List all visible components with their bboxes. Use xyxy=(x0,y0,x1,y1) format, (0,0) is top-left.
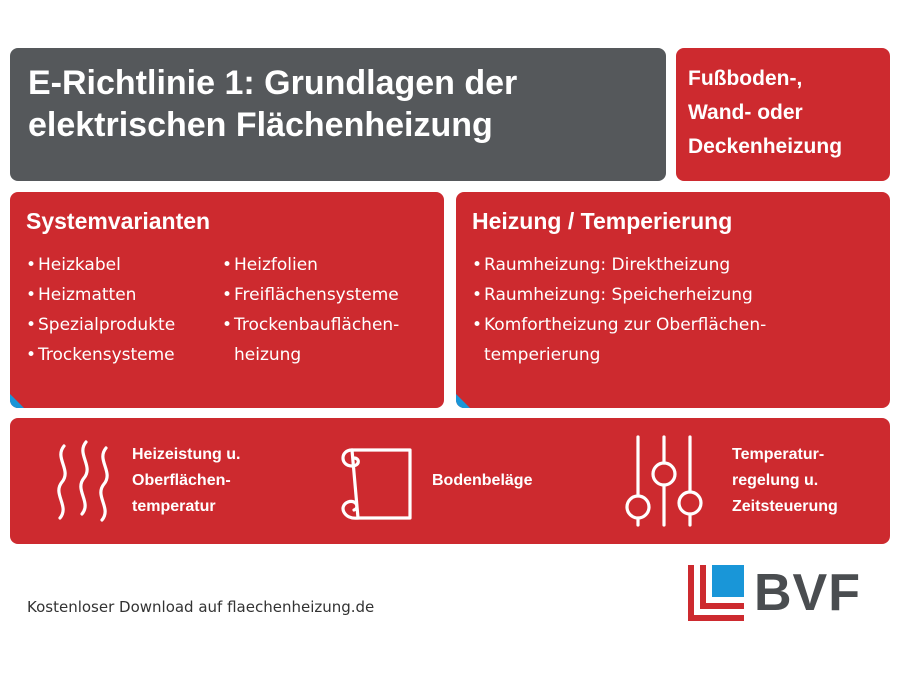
heating-heading: Heizung / Temperierung xyxy=(472,208,733,234)
bvf-logo-text: BVF xyxy=(754,564,861,622)
feature-floor-coverings-label: Bodenbeläge xyxy=(432,472,533,489)
heating-type-panel xyxy=(676,48,890,181)
system-variants-list-left xyxy=(26,250,222,370)
heating-list xyxy=(472,250,874,370)
feature-temperature-control-label: Temperatur- regelung u. Zeitsteuerung xyxy=(732,446,838,515)
title-panel xyxy=(10,48,666,181)
list-item: • Trockensysteme xyxy=(26,345,175,365)
corner-accent xyxy=(10,394,24,408)
page-title-line-2: elektrischen Flächenheizung xyxy=(28,106,493,144)
heating-panel xyxy=(456,192,890,408)
slider-controls-icon xyxy=(622,433,706,529)
page-title-line-1: E-Richtlinie 1: Grundlagen der xyxy=(28,64,518,102)
feature-temperature-control xyxy=(622,418,838,544)
list-item: • Komfortheizung zur Oberflächen- xyxy=(472,315,767,335)
corner-accent xyxy=(456,394,470,408)
feature-heat-output-label: Heizeistung u. Oberflächen- temperatur xyxy=(132,446,241,515)
features-panel xyxy=(10,418,890,544)
list-item: • Heizkabel xyxy=(26,255,121,275)
floor-roll-icon xyxy=(332,436,416,526)
feature-heat-output xyxy=(50,418,240,544)
system-variants-panel xyxy=(10,192,444,408)
bvf-logo-mark xyxy=(688,565,744,621)
list-item: • Spezialprodukte xyxy=(26,315,176,335)
list-item: • Raumheizung: Speicherheizung xyxy=(472,285,753,305)
list-item: • Freiflächensysteme xyxy=(222,285,399,305)
system-variants-list-right xyxy=(222,250,399,370)
download-link-text[interactable]: Kostenloser Download auf flaechenheizung.de xyxy=(27,598,375,616)
feature-floor-coverings xyxy=(332,418,532,544)
list-item: heizung xyxy=(234,345,302,365)
list-item: temperierung xyxy=(484,345,601,365)
list-item: • Raumheizung: Direktheizung xyxy=(472,255,731,275)
list-item: • Trockenbauflächen- xyxy=(222,315,400,335)
heating-type-text: Fußboden-, Wand- oder Deckenheizung xyxy=(688,67,843,158)
heat-waves-icon xyxy=(50,438,118,524)
system-variants-heading: Systemvarianten xyxy=(26,208,211,234)
list-item: • Heizfolien xyxy=(222,255,318,275)
list-item: • Heizmatten xyxy=(26,285,137,305)
bvf-logo xyxy=(688,565,878,621)
